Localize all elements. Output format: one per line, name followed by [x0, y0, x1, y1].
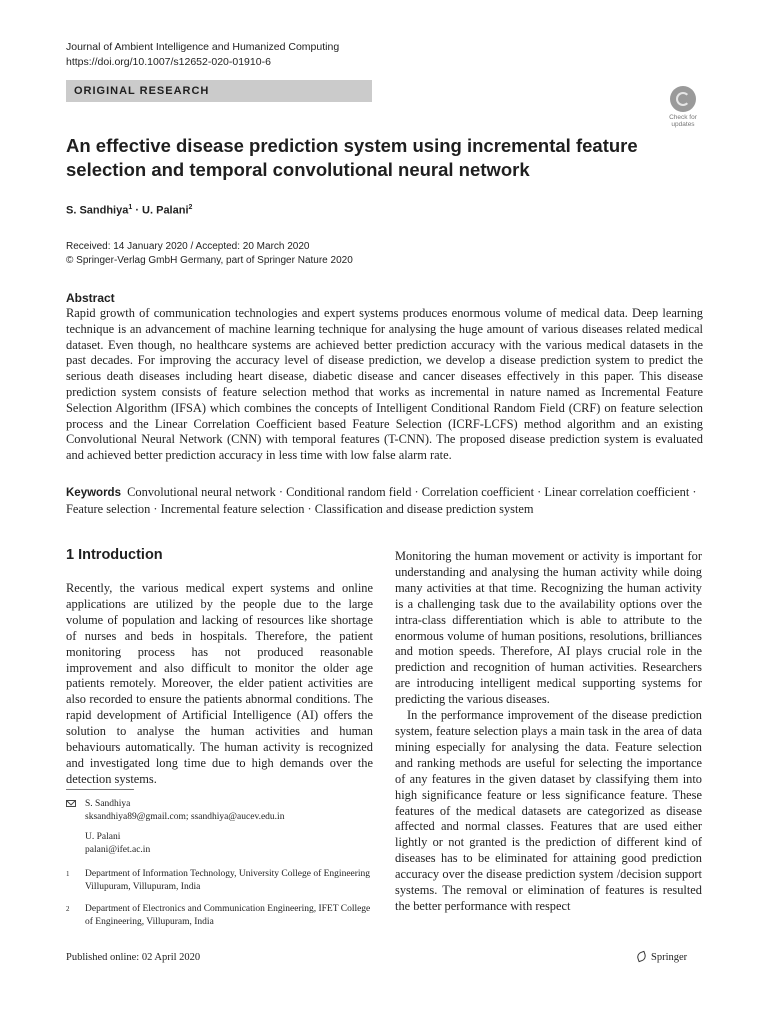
- affiliation-text: Department of Information Technology, University College of Engineering Villupuram, Villupuram, India: [85, 869, 371, 892]
- author-name: S. Sandhiya: [85, 799, 131, 809]
- affiliation: [66, 903, 373, 928]
- journal-header: [66, 40, 339, 70]
- publisher-logo: [636, 952, 687, 963]
- copyright-line: © Springer-Verlag GmbH Germany, part of Springer Nature 2020: [66, 255, 353, 266]
- abstract-heading: Abstract: [66, 291, 115, 305]
- envelope-icon: [66, 800, 76, 807]
- journal-name: Journal of Ambient Intelligence and Humanized Computing: [66, 41, 340, 53]
- second-author: [66, 831, 373, 856]
- published-date: Published online: 02 April 2020: [66, 952, 201, 963]
- affiliation-marker: 1: [128, 204, 133, 211]
- intro-paragraph: In the performance improvement of the disease prediction system, feature selection plays a main task in the area of data mining especially for analysing the data. Feature selection and ranking methods are useful for selecting the importance of any features in the given dataset by classifying them into high significance feature or less significance feature. These features of the medical datasets are categorized as disease affected and normal classes. Features that are used either lightly or not granted is the prediction of different kind of diseases has to be eliminated for attaining good prediction accuracy over the disease prediction system /decision support systems. The removal or elimination of features is resulted the better performance with respect: [395, 708, 702, 913]
- affiliation: [66, 868, 373, 893]
- received-accepted: Received: 14 January 2020 / Accepted: 20 March 2020: [66, 241, 310, 252]
- check-updates-icon: [670, 86, 696, 112]
- article-type-badge: ORIGINAL RESEARCH: [66, 80, 372, 102]
- keywords-list: Convolutional neural network · Conditional random field · Correlation coefficient · Linear correlation coefficient · Feature selection · Incremental feature selection · Classification and disease prediction system: [66, 485, 697, 516]
- section-heading: 1 Introduction: [66, 547, 163, 563]
- intro-left-paragraph: Recently, the various medical expert systems and online applications are utilized by the people due to the large volume of population and lacking of resources like shortage of nurses and beds in hospitals. Therefore, the patient monitoring process has not produced reasonable improvement and also difficult to monitor the older age patients remotely. Moreover, the elder patient activities are also recorded to ensure the patients abnormal conditions. The rapid development of Artificial Intelligence (AI) offers the solution to analyse the human activities and human behaviours automatically. The human activity is recognized and investigated long time due to high demands over the detection systems.: [66, 581, 373, 786]
- affiliation-number: 1: [66, 870, 70, 878]
- author-email[interactable]: sksandhiya89@gmail.com; ssandhiya@aucev.edu.in: [85, 811, 285, 822]
- keywords: [66, 485, 703, 518]
- affiliation-text: Department of Electronics and Communication Engineering, IFET College of Engineering, Villupuram, India: [85, 904, 371, 927]
- author-email[interactable]: palani@ifet.ac.in: [85, 844, 151, 855]
- footnotes: [66, 798, 373, 928]
- affiliation-marker: 2: [188, 204, 193, 211]
- footnote-divider: [66, 789, 134, 790]
- doi-link[interactable]: https://doi.org/10.1007/s12652-020-01910-6: [66, 56, 271, 68]
- publisher-name: Springer: [651, 952, 688, 963]
- article-dates: [66, 240, 353, 268]
- affiliation-number: 2: [66, 905, 70, 913]
- check-updates-label: Check for updates: [669, 114, 697, 128]
- check-for-updates-button[interactable]: [664, 86, 702, 128]
- article-title: An effective disease prediction system using incremental feature selection and temporal convolutional neural network: [66, 135, 638, 180]
- intro-right-column: [395, 549, 702, 915]
- abstract-text: Rapid growth of communication technologies and expert systems produces enormous volume of medical data. Deep learning technique is an advancement of machine learning technique for analysing the huge amount of various diseases related medical dataset. Even though, no healthcare systems are achieved better prediction accuracy with the various medical datasets in the past decades. For improving the accuracy level of disease prediction, we develop a disease prediction system to predict the serious death diseases including heart disease, diabetic disease and cancer diseases effectively in this paper. This disease prediction system consists of feature selection method that works as incremental in nature named as Incremental Feature Selection Algorithm (IFSA) which combines the concepts of Intelligent Conditional Random Field (CRF) on feature selection process and the Linear Correlation Coefficient based Feature Selection (ICRF-LCFS) method algorithm and an existing Convolutional Neural Network (CNN) with temporal features (T-CNN). The proposed disease prediction system is evaluated and achieved better prediction accuracy in less time with low false alarm rate.: [66, 306, 703, 463]
- author-name[interactable]: S. Sandhiya: [66, 204, 129, 217]
- author-separator: ·: [132, 204, 143, 217]
- corresponding-author: [66, 798, 373, 823]
- author-name: U. Palani: [85, 832, 121, 842]
- springer-horse-icon: [636, 952, 647, 963]
- author-name[interactable]: U. Palani: [142, 204, 189, 217]
- intro-paragraph: Monitoring the human movement or activity is important for understanding and analysing the human activity while doing many activities at that time. Recognizing the human activity is a challenging task due to the availability options over the intra-class differentiation which is able to attribute to the enormous volume of human positions, resolutions, brilliances and motion speeds. Therefore, AI plays crucial role in the prediction and recognition of human activities. Researchers are introducing intelligent medical supporting systems for predicting the various diseases.: [395, 549, 702, 707]
- author-list: [66, 204, 192, 217]
- keywords-label: Keywords: [66, 487, 121, 499]
